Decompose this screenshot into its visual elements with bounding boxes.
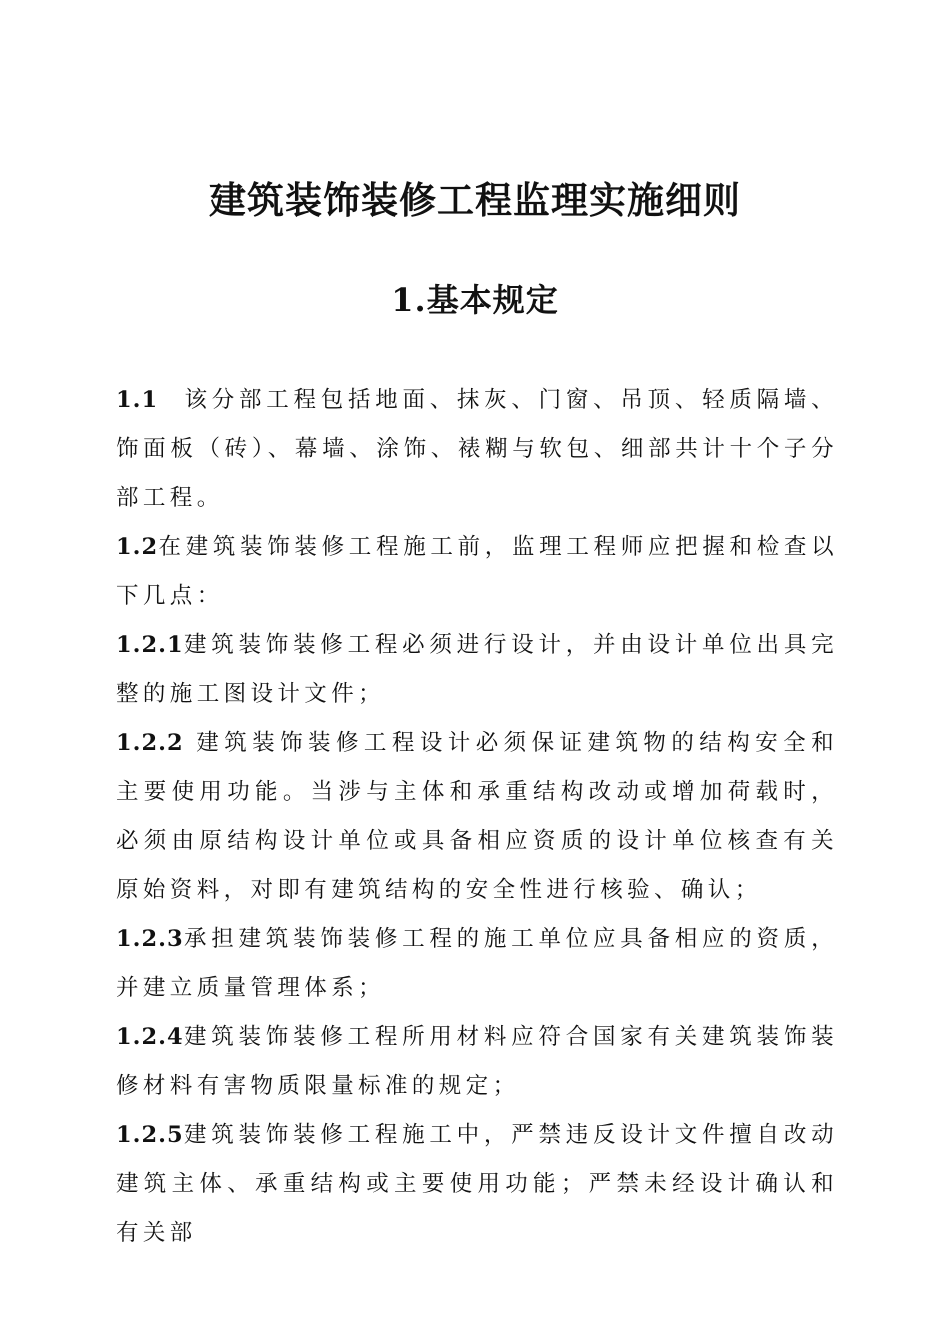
paragraph-1-2-3	[116, 915, 838, 1013]
clause-number: 1.2	[116, 534, 159, 560]
document-title: 建筑装饰装修工程监理实施细则	[209, 178, 741, 222]
clause-text: 承担建筑装饰装修工程的施工单位应具备相应的资质，并建立质量管理体系；	[116, 926, 838, 1001]
paragraph-1-2-4	[116, 1013, 838, 1111]
document-body	[116, 376, 838, 1258]
clause-number: 1.1	[116, 387, 159, 413]
clause-text: 建筑装饰装修工程所用材料应符合国家有关建筑装饰装修材料有害物质限量标准的规定；	[116, 1024, 838, 1099]
clause-number: 1.2.2	[116, 730, 184, 756]
clause-text: 建筑装饰装修工程设计必须保证建筑物的结构安全和主要使用功能。当涉与主体和承重结构改动或增加荷载时，必须由原结构设计单位或具备相应资质的设计单位核查有关原始资料，对即有建筑结构的安全性进行核验、确认；	[116, 730, 838, 903]
clause-text: 建筑装饰装修工程必须进行设计，并由设计单位出具完整的施工图设计文件；	[116, 632, 838, 707]
clause-text: 建筑装饰装修工程施工中，严禁违反设计文件擅自改动建筑主体、承重结构或主要使用功能；严禁未经设计确认和有关部	[116, 1122, 838, 1246]
paragraph-1-1	[116, 376, 838, 523]
clause-number: 1.2.1	[116, 632, 184, 658]
paragraph-1-2-1	[116, 621, 838, 719]
paragraph-1-2-5	[116, 1111, 838, 1258]
clause-text: 在建筑装饰装修工程施工前，监理工程师应把握和检查以下几点：	[116, 534, 838, 609]
paragraph-1-2-2	[116, 719, 838, 915]
clause-number: 1.2.4	[116, 1024, 184, 1050]
section-title: 1.基本规定	[391, 281, 559, 319]
clause-text: 该分部工程包括地面、抹灰、门窗、吊顶、轻质隔墙、饰面板（砖）、幕墙、涂饰、裱糊与软包、细部共计十个子分部工程。	[116, 387, 838, 511]
paragraph-1-2	[116, 523, 838, 621]
clause-number: 1.2.5	[116, 1122, 184, 1148]
clause-number: 1.2.3	[116, 926, 184, 952]
